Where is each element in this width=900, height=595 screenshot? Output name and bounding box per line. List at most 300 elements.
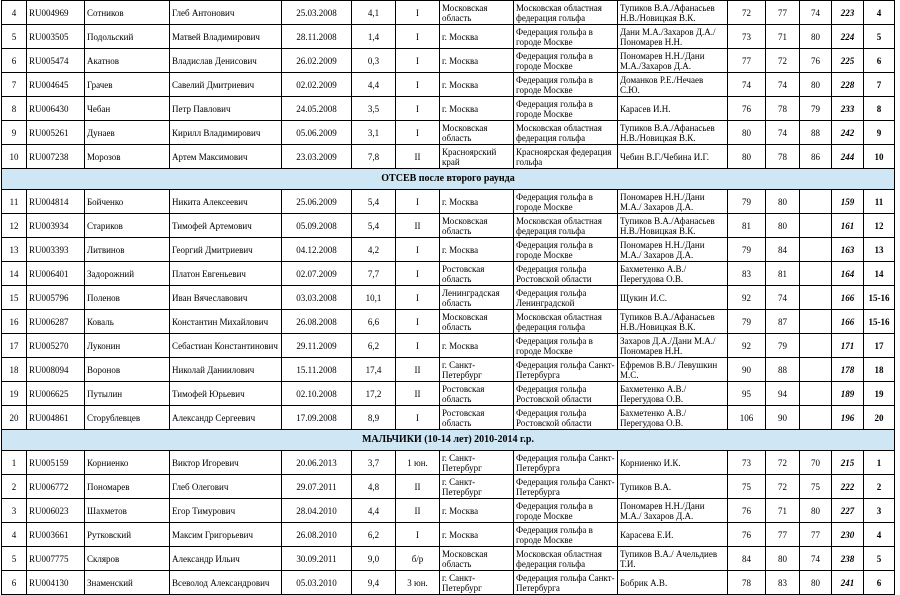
round-2-score-cell: 80 [766, 190, 800, 214]
total-score-cell: 230 [832, 523, 864, 547]
total-score-cell: 244 [832, 145, 864, 169]
round-1-score-cell: 81 [728, 214, 766, 238]
row-number-cell: 6 [2, 49, 27, 73]
round-3-score-cell: 75 [800, 475, 832, 499]
round-2-score-cell: 78 [766, 97, 800, 121]
surname-cell: Чебан [85, 97, 170, 121]
total-score-cell: 228 [832, 73, 864, 97]
total-score-cell: 215 [832, 451, 864, 475]
place-cell: 14 [864, 262, 895, 286]
round-3-score-cell [800, 286, 832, 310]
handicap-cell: 6,6 [352, 310, 396, 334]
round-1-score-cell: 80 [728, 145, 766, 169]
handicap-cell: 4,2 [352, 238, 396, 262]
handicap-cell: 7,7 [352, 262, 396, 286]
place-cell: 13 [864, 238, 895, 262]
boys-section-header [2, 430, 895, 451]
surname-cell: Шахметов [85, 499, 170, 523]
birth-date-cell: 24.05.2008 [282, 97, 352, 121]
surname-cell: Скляров [85, 547, 170, 571]
total-score-cell: 164 [832, 262, 864, 286]
table-row [2, 121, 895, 145]
place-cell: 4 [864, 1, 895, 25]
total-score-cell: 189 [832, 382, 864, 406]
region-cell: г. Москва [440, 499, 514, 523]
first-name-cell: Тимофей Юрьевич [170, 382, 282, 406]
birth-date-cell: 05.03.2010 [282, 571, 352, 595]
region-cell: г. Санкт-Петербург [440, 571, 514, 595]
surname-cell: Луконин [85, 334, 170, 358]
club-cell: Федерация гольфа в городе Москве [514, 73, 618, 97]
surname-cell: Задорожний [85, 262, 170, 286]
sport-category-cell: I [396, 121, 440, 145]
coach-cell: Доманков Р.Е./Нечаев С.Ю. [618, 73, 728, 97]
table-row [2, 406, 895, 430]
round-3-score-cell [800, 214, 832, 238]
coach-cell: Захаров Д.А./Дани М.А./Пономарев Н.Н. [618, 334, 728, 358]
row-number-cell: 10 [2, 145, 27, 169]
round-1-score-cell: 73 [728, 451, 766, 475]
player-id-cell: RU005261 [27, 121, 85, 145]
handicap-cell: 3,7 [352, 451, 396, 475]
player-id-cell: RU005474 [27, 49, 85, 73]
round-1-score-cell: 92 [728, 286, 766, 310]
first-name-cell: Себастиан Константинович [170, 334, 282, 358]
total-score-cell: 238 [832, 547, 864, 571]
region-cell: г. Москва [440, 334, 514, 358]
row-number-cell: 2 [2, 475, 27, 499]
table-row [2, 475, 895, 499]
first-name-cell: Платон Евгеньевич [170, 262, 282, 286]
club-cell: Московская областная федерация гольфа [514, 214, 618, 238]
place-cell: 6 [864, 49, 895, 73]
cut-section-header [2, 169, 895, 190]
player-id-cell: RU004969 [27, 1, 85, 25]
coach-cell: Тупиков В.А./Афанасьев Н.В./Новицкая В.К. [618, 121, 728, 145]
surname-cell: Поленов [85, 286, 170, 310]
round-2-score-cell: 84 [766, 238, 800, 262]
club-cell: Федерация гольфа Ростовской области [514, 382, 618, 406]
table-row [2, 499, 895, 523]
player-id-cell: RU003393 [27, 238, 85, 262]
handicap-cell: 0,3 [352, 49, 396, 73]
surname-cell: Стариков [85, 214, 170, 238]
round-1-score-cell: 79 [728, 190, 766, 214]
sport-category-cell: II [396, 382, 440, 406]
round-1-score-cell: 74 [728, 73, 766, 97]
table-row [2, 25, 895, 49]
birth-date-cell: 02.02.2009 [282, 73, 352, 97]
table-row [2, 262, 895, 286]
place-cell: 4 [864, 523, 895, 547]
club-cell: Московская областная федерация гольфа [514, 547, 618, 571]
round-2-score-cell: 71 [766, 25, 800, 49]
row-number-cell: 20 [2, 406, 27, 430]
handicap-cell: 4,1 [352, 1, 396, 25]
handicap-cell: 4,8 [352, 475, 396, 499]
birth-date-cell: 03.03.2008 [282, 286, 352, 310]
region-cell: г. Москва [440, 190, 514, 214]
round-2-score-cell: 74 [766, 286, 800, 310]
first-name-cell: Александр Ильич [170, 547, 282, 571]
player-id-cell: RU003661 [27, 523, 85, 547]
player-id-cell: RU006023 [27, 499, 85, 523]
surname-cell: Коваль [85, 310, 170, 334]
round-3-score-cell [800, 262, 832, 286]
row-number-cell: 15 [2, 286, 27, 310]
coach-cell: Пономарев Н.Н./Дани М.А./ Захаров Д.А. [618, 499, 728, 523]
round-3-score-cell: 80 [800, 571, 832, 595]
total-score-cell: 223 [832, 1, 864, 25]
handicap-cell: 6,2 [352, 334, 396, 358]
club-cell: Московская областная федерация гольфа [514, 1, 618, 25]
surname-cell: Грачев [85, 73, 170, 97]
club-cell: Федерация гольфа в городе Москве [514, 97, 618, 121]
boys-section-header-title: МАЛЬЧИКИ (10-14 лет) 2010-2014 г.р. [2, 430, 895, 451]
table-row [2, 571, 895, 595]
round-1-score-cell: 76 [728, 97, 766, 121]
sport-category-cell: I [396, 406, 440, 430]
table-row [2, 286, 895, 310]
club-cell: Федерация гольфа Ростовской области [514, 262, 618, 286]
round-3-score-cell [800, 310, 832, 334]
results-table [1, 0, 895, 595]
region-cell: г. Санкт-Петербург [440, 451, 514, 475]
handicap-cell: 7,8 [352, 145, 396, 169]
table-row [2, 73, 895, 97]
total-score-cell: 161 [832, 214, 864, 238]
total-score-cell: 178 [832, 358, 864, 382]
table-row [2, 238, 895, 262]
place-cell: 9 [864, 121, 895, 145]
round-3-score-cell [800, 358, 832, 382]
round-1-score-cell: 76 [728, 523, 766, 547]
handicap-cell: 4,4 [352, 499, 396, 523]
player-id-cell: RU006430 [27, 97, 85, 121]
table-row [2, 49, 895, 73]
total-score-cell: 163 [832, 238, 864, 262]
coach-cell: Бахметенко А.В./ Перегудова О.В. [618, 406, 728, 430]
surname-cell: Воронов [85, 358, 170, 382]
club-cell: Федерация гольфа Санкт-Петербурга [514, 358, 618, 382]
coach-cell: Щукин И.С. [618, 286, 728, 310]
region-cell: г. Москва [440, 238, 514, 262]
surname-cell: Морозов [85, 145, 170, 169]
club-cell: Федерация гольфа Санкт-Петербурга [514, 475, 618, 499]
sport-category-cell: II [396, 499, 440, 523]
row-number-cell: 11 [2, 190, 27, 214]
sport-category-cell: II [396, 475, 440, 499]
round-2-score-cell: 72 [766, 475, 800, 499]
row-number-cell: 18 [2, 358, 27, 382]
round-2-score-cell: 83 [766, 571, 800, 595]
round-2-score-cell: 77 [766, 523, 800, 547]
surname-cell: Путылин [85, 382, 170, 406]
handicap-cell: 5,4 [352, 190, 396, 214]
round-1-score-cell: 83 [728, 262, 766, 286]
place-cell: 19 [864, 382, 895, 406]
total-score-cell: 241 [832, 571, 864, 595]
row-number-cell: 5 [2, 25, 27, 49]
sport-category-cell: б/р [396, 547, 440, 571]
table-row [2, 1, 895, 25]
round-1-score-cell: 80 [728, 121, 766, 145]
first-name-cell: Георгий Дмитриевич [170, 238, 282, 262]
player-id-cell: RU007775 [27, 547, 85, 571]
total-score-cell: 227 [832, 499, 864, 523]
sport-category-cell: I [396, 238, 440, 262]
club-cell: Федерация гольфа в городе Москве [514, 190, 618, 214]
club-cell: Федерация гольфа в городе Москве [514, 238, 618, 262]
row-number-cell: 3 [2, 499, 27, 523]
birth-date-cell: 29.07.2011 [282, 475, 352, 499]
place-cell: 2 [864, 475, 895, 499]
player-id-cell: RU006401 [27, 262, 85, 286]
round-3-score-cell: 74 [800, 547, 832, 571]
round-2-score-cell: 88 [766, 358, 800, 382]
club-cell: Московская областная федерация гольфа [514, 121, 618, 145]
total-score-cell: 233 [832, 97, 864, 121]
surname-cell: Акатнов [85, 49, 170, 73]
birth-date-cell: 25.03.2008 [282, 1, 352, 25]
round-3-score-cell [800, 406, 832, 430]
results-body [2, 1, 895, 595]
region-cell: Московская область [440, 310, 514, 334]
place-cell: 8 [864, 97, 895, 121]
birth-date-cell: 05.06.2009 [282, 121, 352, 145]
table-row [2, 190, 895, 214]
row-number-cell: 5 [2, 547, 27, 571]
place-cell: 10 [864, 145, 895, 169]
row-number-cell: 4 [2, 523, 27, 547]
birth-date-cell: 05.09.2008 [282, 214, 352, 238]
region-cell: Ростовская область [440, 382, 514, 406]
player-id-cell: RU006625 [27, 382, 85, 406]
total-score-cell: 196 [832, 406, 864, 430]
sport-category-cell: II [396, 145, 440, 169]
first-name-cell: Артем Максимович [170, 145, 282, 169]
handicap-cell: 17,2 [352, 382, 396, 406]
coach-cell: Бахметенко А.В./ Перегудова О.В. [618, 382, 728, 406]
coach-cell: Пономарев Н.Н./Дани М.А./Захаров Д.А. [618, 49, 728, 73]
coach-cell: Тупиков В.А. [618, 475, 728, 499]
surname-cell: Дунаев [85, 121, 170, 145]
surname-cell: Знаменский [85, 571, 170, 595]
round-3-score-cell [800, 190, 832, 214]
round-2-score-cell: 80 [766, 214, 800, 238]
round-1-score-cell: 106 [728, 406, 766, 430]
birth-date-cell: 26.08.2010 [282, 523, 352, 547]
birth-date-cell: 25.06.2009 [282, 190, 352, 214]
surname-cell: Рутковский [85, 523, 170, 547]
place-cell: 3 [864, 499, 895, 523]
coach-cell: Тупиков В.А./Афанасьев Н.В./Новицкая В.К. [618, 214, 728, 238]
coach-cell: Пономарев Н.Н./Дани М.А./ Захаров Д.А. [618, 238, 728, 262]
handicap-cell: 8,9 [352, 406, 396, 430]
round-2-score-cell: 80 [766, 547, 800, 571]
sport-category-cell: II [396, 214, 440, 238]
first-name-cell: Всеволод Александрович [170, 571, 282, 595]
place-cell: 12 [864, 214, 895, 238]
total-score-cell: 222 [832, 475, 864, 499]
sport-category-cell: I [396, 286, 440, 310]
first-name-cell: Глеб Антонович [170, 1, 282, 25]
table-row [2, 358, 895, 382]
row-number-cell: 13 [2, 238, 27, 262]
handicap-cell: 17,4 [352, 358, 396, 382]
row-number-cell: 17 [2, 334, 27, 358]
table-row [2, 145, 895, 169]
region-cell: Ростовская область [440, 406, 514, 430]
region-cell: Московская область [440, 214, 514, 238]
handicap-cell: 9,4 [352, 571, 396, 595]
coach-cell: Пономарев Н.Н./Дани М.А./ Захаров Д.А. [618, 190, 728, 214]
sport-category-cell: I [396, 25, 440, 49]
sport-category-cell: 3 юн. [396, 571, 440, 595]
round-1-score-cell: 95 [728, 382, 766, 406]
birth-date-cell: 30.09.2011 [282, 547, 352, 571]
coach-cell: Карасев И.Н. [618, 97, 728, 121]
round-3-score-cell [800, 238, 832, 262]
total-score-cell: 242 [832, 121, 864, 145]
sport-category-cell: I [396, 262, 440, 286]
player-id-cell: RU004130 [27, 571, 85, 595]
sport-category-cell: 1 юн. [396, 451, 440, 475]
club-cell: Федерация гольфа в городе Москве [514, 523, 618, 547]
region-cell: г. Москва [440, 73, 514, 97]
handicap-cell: 5,4 [352, 214, 396, 238]
row-number-cell: 7 [2, 73, 27, 97]
cut-section-header-title: ОТСЕВ после второго раунда [2, 169, 895, 190]
row-number-cell: 12 [2, 214, 27, 238]
player-id-cell: RU005796 [27, 286, 85, 310]
round-3-score-cell [800, 334, 832, 358]
round-2-score-cell: 78 [766, 145, 800, 169]
sport-category-cell: I [396, 334, 440, 358]
place-cell: 15-16 [864, 286, 895, 310]
birth-date-cell: 02.07.2009 [282, 262, 352, 286]
club-cell: Красноярская федерация гольфа [514, 145, 618, 169]
round-3-score-cell: 77 [800, 523, 832, 547]
round-1-score-cell: 72 [728, 1, 766, 25]
coach-cell: Дани М.А./Захаров Д.А./Пономарев Н.Н. [618, 25, 728, 49]
round-2-score-cell: 72 [766, 451, 800, 475]
round-1-score-cell: 79 [728, 238, 766, 262]
birth-date-cell: 28.11.2008 [282, 25, 352, 49]
round-2-score-cell: 94 [766, 382, 800, 406]
club-cell: Федерация гольфа Ленинградской [514, 286, 618, 310]
coach-cell: Корниенко И.К. [618, 451, 728, 475]
total-score-cell: 225 [832, 49, 864, 73]
round-2-score-cell: 74 [766, 73, 800, 97]
round-2-score-cell: 79 [766, 334, 800, 358]
first-name-cell: Иван Вячеславович [170, 286, 282, 310]
region-cell: Московская область [440, 1, 514, 25]
club-cell: Федерация гольфа Санкт-Петербурга [514, 571, 618, 595]
round-1-score-cell: 92 [728, 334, 766, 358]
round-3-score-cell: 76 [800, 49, 832, 73]
handicap-cell: 1,4 [352, 25, 396, 49]
table-row [2, 97, 895, 121]
sport-category-cell: II [396, 358, 440, 382]
surname-cell: Подольский [85, 25, 170, 49]
player-id-cell: RU004861 [27, 406, 85, 430]
round-1-score-cell: 84 [728, 547, 766, 571]
birth-date-cell: 04.12.2008 [282, 238, 352, 262]
coach-cell: Чебин В.Г./Чебина И.Г. [618, 145, 728, 169]
round-1-score-cell: 78 [728, 571, 766, 595]
birth-date-cell: 20.06.2013 [282, 451, 352, 475]
player-id-cell: RU003934 [27, 214, 85, 238]
first-name-cell: Владислав Денисович [170, 49, 282, 73]
coach-cell: Тупиков В.А./Афанасьев Н.В./Новицкая В.К. [618, 1, 728, 25]
row-number-cell: 19 [2, 382, 27, 406]
round-1-score-cell: 79 [728, 310, 766, 334]
row-number-cell: 1 [2, 451, 27, 475]
table-row [2, 310, 895, 334]
region-cell: г. Санкт-Петербург [440, 475, 514, 499]
handicap-cell: 3,1 [352, 121, 396, 145]
place-cell: 18 [864, 358, 895, 382]
first-name-cell: Николай Даниилович [170, 358, 282, 382]
player-id-cell: RU008094 [27, 358, 85, 382]
region-cell: г. Москва [440, 49, 514, 73]
place-cell: 15-16 [864, 310, 895, 334]
birth-date-cell: 17.09.2008 [282, 406, 352, 430]
sport-category-cell: I [396, 1, 440, 25]
region-cell: г. Санкт-Петербург [440, 358, 514, 382]
player-id-cell: RU004814 [27, 190, 85, 214]
round-3-score-cell: 86 [800, 145, 832, 169]
region-cell: Ленинградская область [440, 286, 514, 310]
region-cell: г. Москва [440, 25, 514, 49]
round-3-score-cell: 80 [800, 499, 832, 523]
place-cell: 6 [864, 571, 895, 595]
birth-date-cell: 26.02.2009 [282, 49, 352, 73]
sport-category-cell: I [396, 49, 440, 73]
place-cell: 1 [864, 451, 895, 475]
round-3-score-cell: 88 [800, 121, 832, 145]
first-name-cell: Егор Тимурович [170, 499, 282, 523]
sport-category-cell: I [396, 73, 440, 97]
player-id-cell: RU006772 [27, 475, 85, 499]
player-id-cell: RU007238 [27, 145, 85, 169]
region-cell: Красноярский край [440, 145, 514, 169]
coach-cell: Тупиков В.А./ Ачельдиев Т.И. [618, 547, 728, 571]
table-row [2, 382, 895, 406]
round-1-score-cell: 75 [728, 475, 766, 499]
handicap-cell: 6,2 [352, 523, 396, 547]
coach-cell: Ефремов В.В./ Левушкин М.С. [618, 358, 728, 382]
sport-category-cell: I [396, 97, 440, 121]
first-name-cell: Глеб Олегович [170, 475, 282, 499]
region-cell: Московская область [440, 121, 514, 145]
first-name-cell: Александр Сергеевич [170, 406, 282, 430]
player-id-cell: RU005159 [27, 451, 85, 475]
first-name-cell: Константин Михайлович [170, 310, 282, 334]
round-3-score-cell [800, 382, 832, 406]
round-3-score-cell: 79 [800, 97, 832, 121]
round-2-score-cell: 81 [766, 262, 800, 286]
birth-date-cell: 02.10.2008 [282, 382, 352, 406]
birth-date-cell: 23.03.2009 [282, 145, 352, 169]
first-name-cell: Максим Григорьевич [170, 523, 282, 547]
round-1-score-cell: 73 [728, 25, 766, 49]
region-cell: г. Москва [440, 97, 514, 121]
region-cell: Московская область [440, 547, 514, 571]
club-cell: Федерация гольфа Ростовской области [514, 406, 618, 430]
handicap-cell: 4,4 [352, 73, 396, 97]
